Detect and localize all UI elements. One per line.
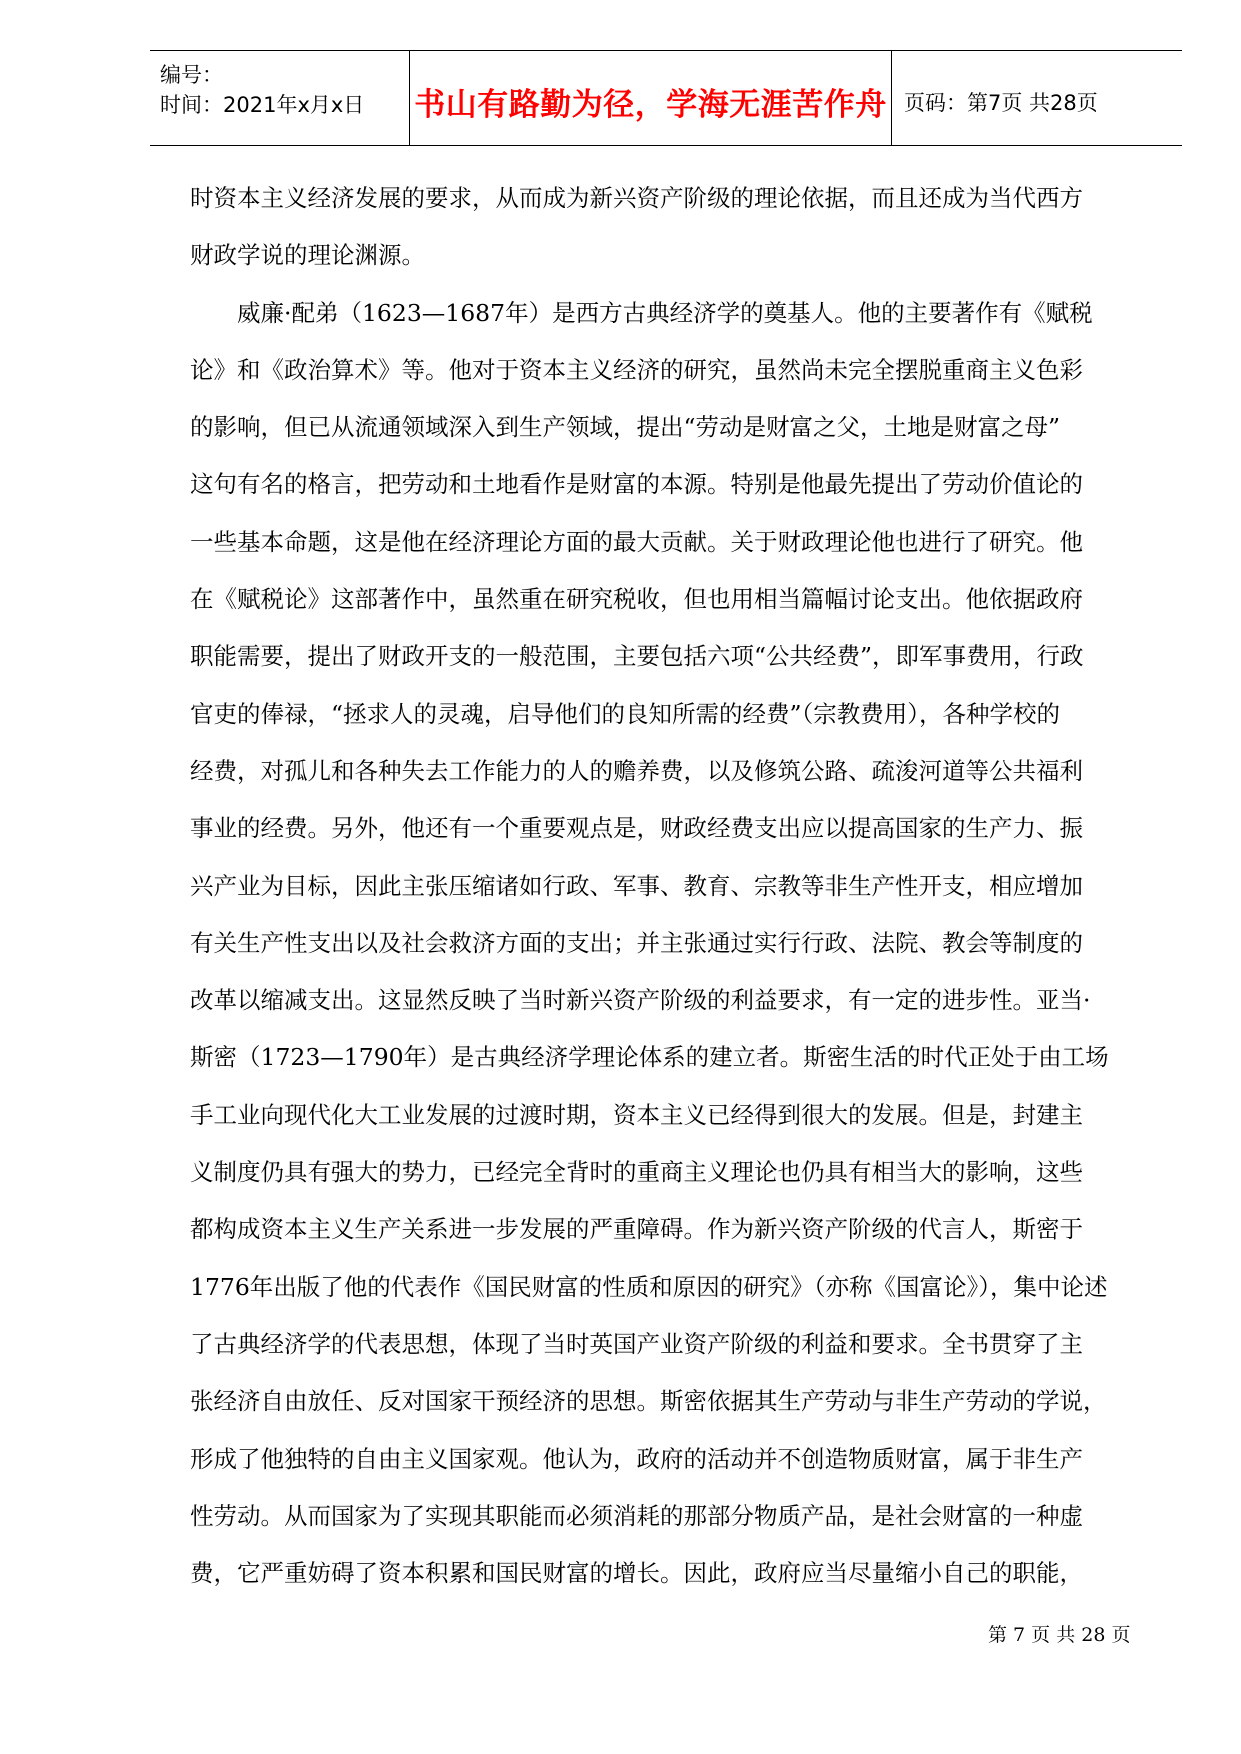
body-line: 一些基本命题，这是他在经济理论方面的最大贡献。关于财政理论他也进行了研究。他: [190, 527, 1083, 556]
body-line: 财政学说的理论渊源。: [190, 241, 425, 270]
body-line: 义制度仍具有强大的势力，已经完全背时的重商主义理论也仍具有相当大的影响，这些: [190, 1158, 1083, 1187]
body-line: 1776年出版了他的代表作《国民财富的性质和原因的研究》（亦称《国富论》），集中论述: [190, 1272, 1108, 1301]
body-line: 这句有名的格言，把劳动和土地看作是财富的本源。特别是他最先提出了劳动价值论的: [190, 470, 1083, 499]
body-line: 职能需要，提出了财政开支的一般范围，主要包括六项“公共经费”，即军事费用，行政: [190, 642, 1084, 671]
document-date-label: 时间：2021年x月x日: [160, 93, 365, 117]
body-line: 威廉·配弟（1623—1687年）是西方古典经济学的奠基人。他的主要著作有《赋税: [190, 298, 1093, 327]
header-page-info: 页码：第7页 共28页: [904, 91, 1098, 115]
body-line: 改革以缩减支出。这显然反映了当时新兴资产阶级的利益要求，有一定的进步性。亚当·: [190, 986, 1091, 1015]
body-line: 费，它严重妨碍了资本积累和国民财富的增长。因此，政府应当尽量缩小自己的职能，: [190, 1559, 1083, 1588]
body-line: 在《赋税论》这部著作中，虽然重在研究税收，但也用相当篇幅讨论支出。他依据政府: [190, 585, 1083, 614]
body-line: 张经济自由放任、反对国家干预经济的思想。斯密依据其生产劳动与非生产劳动的学说，: [190, 1387, 1107, 1416]
page-footer: 第 7 页 共 28 页: [988, 1624, 1131, 1646]
body-line: 官吏的俸禄，“拯求人的灵魂，启导他们的良知所需的经费”（宗教费用），各种学校的: [190, 699, 1061, 728]
body-line: 事业的经费。另外，他还有一个重要观点是，财政经费支出应以提高国家的生产力、振: [190, 814, 1083, 843]
body-line: 的影响，但已从流通领域深入到生产领域，提出“劳动是财富之父，土地是财富之母”: [190, 413, 1061, 442]
body-line: 了古典经济学的代表思想，体现了当时英国产业资产阶级的利益和要求。全书贯穿了主: [190, 1329, 1083, 1358]
header-motto-cell: [410, 51, 892, 145]
body-line: 经费，对孤儿和各种失去工作能力的人的赡养费，以及修筑公路、疏浚河道等公共福利: [190, 756, 1083, 785]
header-meta-cell: [150, 51, 410, 145]
body-line: 有关生产性支出以及社会救济方面的支出；并主张通过实行行政、法院、教会等制度的: [190, 928, 1083, 957]
body-line: 时资本主义经济发展的要求，从而成为新兴资产阶级的理论依据，而且还成为当代西方: [190, 184, 1083, 212]
body-line: 性劳动。从而国家为了实现其职能而必须消耗的那部分物质产品，是社会财富的一种虚: [190, 1501, 1083, 1530]
body-line: 都构成资本主义生产关系进一步发展的严重障碍。作为新兴资产阶级的代言人，斯密于: [190, 1215, 1083, 1244]
page-header: [150, 50, 1182, 146]
body-line: 兴产业为目标，因此主张压缩诸如行政、军事、教育、宗教等非生产性开支，相应增加: [190, 871, 1083, 900]
document-body: [190, 170, 1145, 1602]
body-line: 形成了他独特的自由主义国家观。他认为，政府的活动并不创造物质财富，属于非生产: [190, 1444, 1083, 1473]
header-page-cell: [892, 51, 1182, 145]
header-motto: 书山有路勤为径，学海无涯苦作舟: [414, 87, 887, 123]
body-line: 论》和《政治算术》等。他对于资本主义经济的研究，虽然尚未完全摆脱重商主义色彩: [190, 355, 1083, 384]
body-line: 手工业向现代化大工业发展的过渡时期，资本主义已经得到很大的发展。但是，封建主: [190, 1100, 1083, 1129]
document-number-label: 编号：: [160, 63, 223, 87]
body-line: 斯密（1723—1790年）是古典经济学理论体系的建立者。斯密生活的时代正处于由工场: [190, 1043, 1109, 1072]
